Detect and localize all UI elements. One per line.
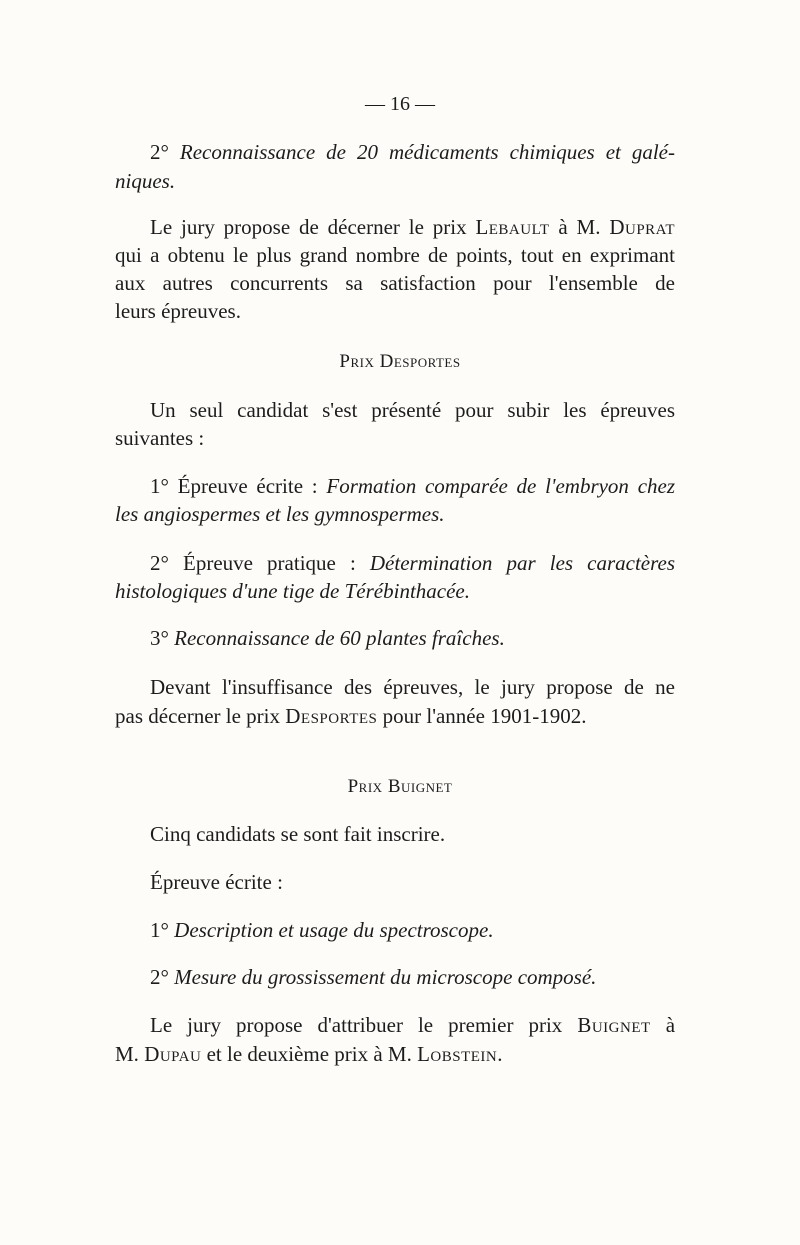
item-number: 2°: [150, 140, 169, 164]
item-number: 1°: [150, 474, 169, 498]
paragraph-devant-line-1: Devant l'insuffisance des épreuves, le jury propose de ne: [150, 675, 675, 699]
item-text: Détermination par les caractères: [369, 551, 676, 575]
heading-prix-buignet: [0, 777, 800, 796]
item-number: 2°: [150, 965, 169, 989]
laureate-prize-name: Lebault: [475, 215, 550, 239]
text-span: à: [665, 1013, 676, 1037]
epreuve-ecrite-label: Épreuve écrite :: [150, 870, 283, 894]
desportes-item-2-line-1: [150, 553, 675, 574]
buignet-item-1: [150, 920, 494, 941]
item-label: Épreuve pratique :: [183, 551, 356, 575]
item-text: Reconnaissance de 60 plantes fraîches.: [174, 626, 505, 650]
text-span: Le jury propose de décerner le prix: [150, 215, 467, 239]
desportes-item-3: [150, 628, 505, 649]
paragraph-cinq-candidats: Cinq candidats se sont fait inscrire.: [150, 822, 446, 846]
heading-prefix: Prix: [347, 776, 383, 797]
item-number: 3°: [150, 626, 169, 650]
item-text: Reconnaissance de 20 médicaments chimiques et galé-: [179, 140, 675, 164]
item-text: Formation comparée de l'embryon chez: [326, 474, 676, 498]
paragraph-attribuer-line-1: [150, 1015, 675, 1036]
text-span: à M.: [558, 215, 601, 239]
heading-prefix: Prix: [339, 351, 375, 372]
item-number: 1°: [150, 918, 169, 942]
paragraph-lebault-line-3: aux autres concurrents sa satisfaction pour l'ensemble de: [115, 271, 675, 295]
text-span: pas décerner le prix: [115, 704, 280, 728]
desportes-item-1-line-1: [150, 476, 675, 497]
item-text: Mesure du grossissement du microscope composé.: [174, 965, 597, 989]
paragraph-reconnaissance-20-line-2: niques.: [115, 169, 176, 193]
paragraph-un-seul-line-1: Un seul candidat s'est présenté pour subir les épreuves: [150, 398, 675, 422]
text-span: pour l'année 1901-1902.: [382, 704, 587, 728]
prize-name: Buignet: [577, 1013, 651, 1037]
buignet-item-2: [150, 967, 596, 988]
text-span: M.: [115, 1042, 139, 1066]
paragraph-reconnaissance-20-line-1: [150, 142, 675, 163]
paragraph-un-seul-line-2: suivantes :: [115, 426, 205, 450]
paragraph-lebault-line-4: leurs épreuves.: [115, 299, 241, 323]
heading-prix-desportes: [0, 352, 800, 371]
text-span: et le deuxième prix à M.: [206, 1042, 412, 1066]
paragraph-lebault-line-1: [150, 217, 675, 238]
heading-name: Buignet: [387, 776, 453, 797]
paragraph-lebault-line-2: qui a obtenu le plus grand nombre de points, tout en exprimant: [115, 243, 675, 267]
desportes-item-2-line-2: histologiques d'une tige de Térébinthacée.: [115, 579, 471, 603]
desportes-item-1-line-2: les angiospermes et les gymnospermes.: [115, 502, 445, 526]
heading-name: Desportes: [379, 351, 461, 372]
item-number: 2°: [150, 551, 169, 575]
laureate-name: Dupau: [144, 1042, 202, 1066]
item-label: Épreuve écrite :: [177, 474, 318, 498]
prize-name: Desportes: [285, 704, 378, 728]
item-text: Description et usage du spectroscope.: [174, 918, 494, 942]
page-number: — 16 —: [365, 93, 435, 115]
text-span: Le jury propose d'attribuer le premier prix: [150, 1013, 563, 1037]
laureate-name: Lobstein.: [417, 1042, 504, 1066]
laureate-name: Duprat: [609, 215, 676, 239]
paragraph-devant-line-2: [115, 706, 586, 727]
paragraph-attribuer-line-2: [115, 1044, 503, 1065]
